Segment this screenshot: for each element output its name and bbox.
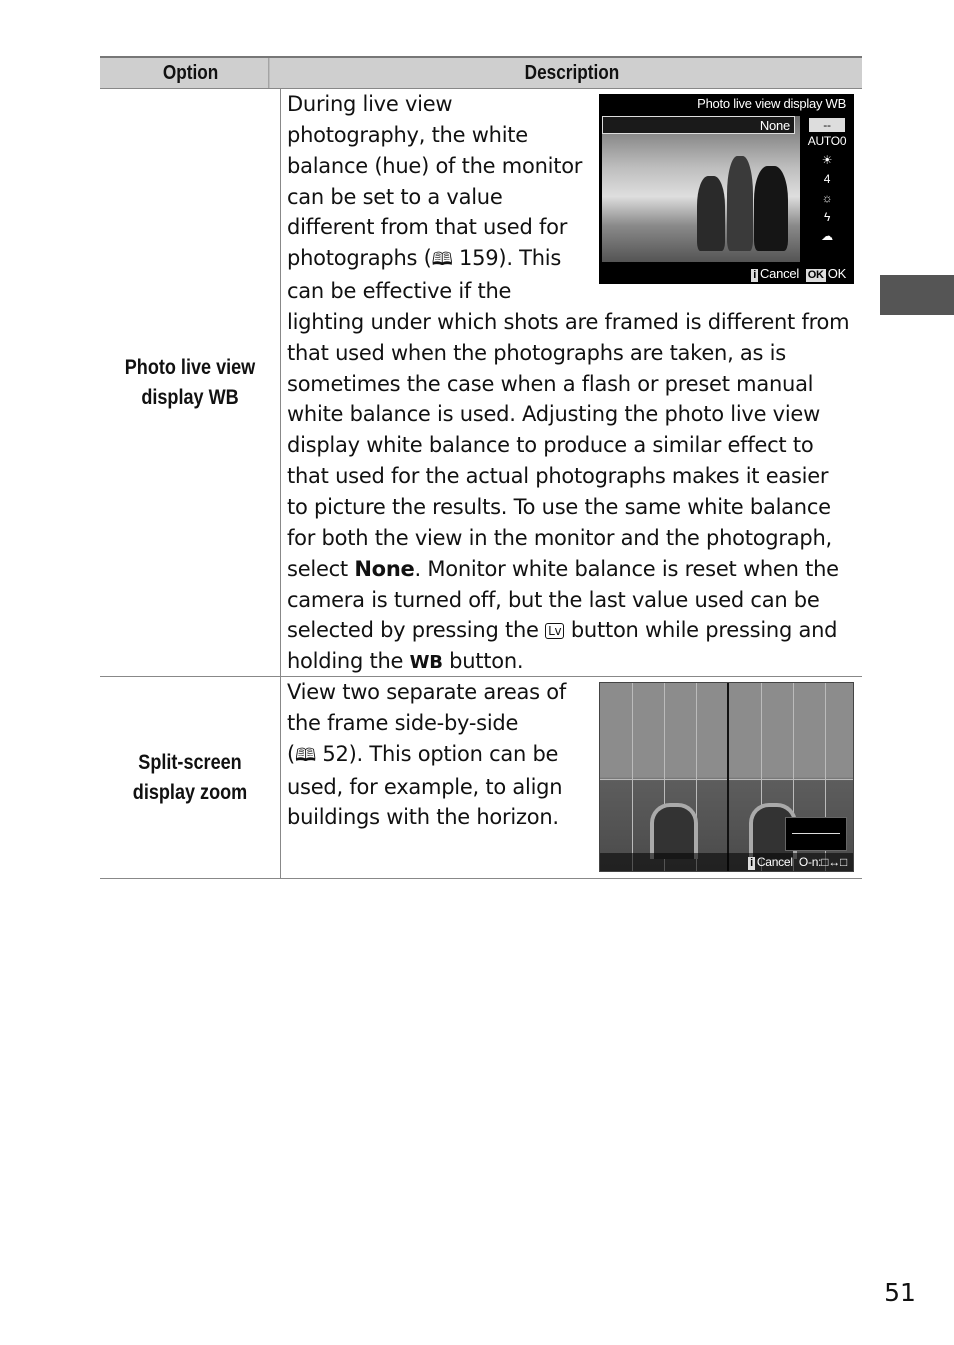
wb-item: AUTO0 xyxy=(807,134,847,148)
description-cell xyxy=(281,677,862,878)
desc-text: . Monitor white balance is reset when the camera is turned off, but the last value used can be selected by pressing the xyxy=(287,556,839,643)
ok-button-icon: OK xyxy=(807,269,824,281)
table-row xyxy=(100,89,862,677)
live-view-photo xyxy=(602,116,800,262)
desc-text: View two separate areas of the frame side-by-side ( xyxy=(287,680,567,766)
option-label xyxy=(100,677,281,878)
screen-footer xyxy=(599,264,854,284)
wb-item: ☼ xyxy=(821,191,833,205)
wb-item: ϟ xyxy=(823,210,831,224)
screen-title: Photo live view display WB xyxy=(697,96,846,111)
desc-text: ). This can be effective if the lighting under which shots are framed is different from that used when the photographs are taken, as is sometimes the case when a flash or preset manual white balance is used. Adjusting the photo live view display white balance to produce a similar effect to that used for the actual photographs makes it easier to picture the results. To use the same white balance for both the view in the monitor and the photograph, select xyxy=(287,246,850,581)
page-ref: 159 xyxy=(459,246,499,271)
none-option: None xyxy=(602,116,795,134)
chapter-tab xyxy=(880,275,954,315)
wb-item: ☁ xyxy=(821,229,833,243)
page-number: 51 xyxy=(884,1278,916,1307)
left-pane xyxy=(600,683,727,871)
camera-screen xyxy=(599,682,854,872)
split-divider xyxy=(727,683,729,871)
page-ref: 52 xyxy=(322,741,349,766)
wb-button-icon: WB xyxy=(409,652,443,674)
header-description: Description xyxy=(524,61,620,84)
desc-text: During live view photography, the white balance (hue) of the monitor can be set to a value different from that used for photographs ( xyxy=(287,92,583,271)
table-row xyxy=(100,677,862,879)
position-inset xyxy=(785,817,847,851)
book-icon: 🕮 xyxy=(431,249,453,271)
none-keyword: None xyxy=(354,556,415,581)
book-icon: 🕮 xyxy=(294,744,316,766)
option-label xyxy=(100,89,281,676)
option-text: Photo live view display WB xyxy=(124,355,256,409)
cancel-label: Cancel xyxy=(760,266,799,281)
header-option: Option xyxy=(113,58,270,88)
lv-button-icon: Lv xyxy=(545,623,564,639)
wb-item: ☀ xyxy=(821,153,833,167)
split-screen-figure xyxy=(599,682,854,872)
wb-side-menu xyxy=(803,116,851,262)
desc-text: ). This option can be used, for example, to align buildings with the horizon. xyxy=(287,741,563,830)
cancel-label: Cancel xyxy=(756,855,793,869)
screen-footer xyxy=(600,853,853,871)
desc-text: button while pressing and holding the xyxy=(287,618,838,674)
table-header xyxy=(100,56,862,89)
wb-screen-figure xyxy=(599,94,854,284)
wb-item: -- xyxy=(809,118,845,132)
option-text: Split-screen display zoom xyxy=(132,750,248,804)
lock-indicator: O-n:□↔□ xyxy=(798,855,847,869)
i-button-icon: i xyxy=(753,269,756,281)
camera-screen xyxy=(599,94,854,284)
i-button-icon: i xyxy=(750,857,753,869)
options-table xyxy=(100,56,862,879)
description-cell xyxy=(281,89,862,676)
wb-item: 4 xyxy=(823,172,831,186)
ok-label: OK xyxy=(827,266,846,281)
desc-text: button. xyxy=(442,649,524,674)
